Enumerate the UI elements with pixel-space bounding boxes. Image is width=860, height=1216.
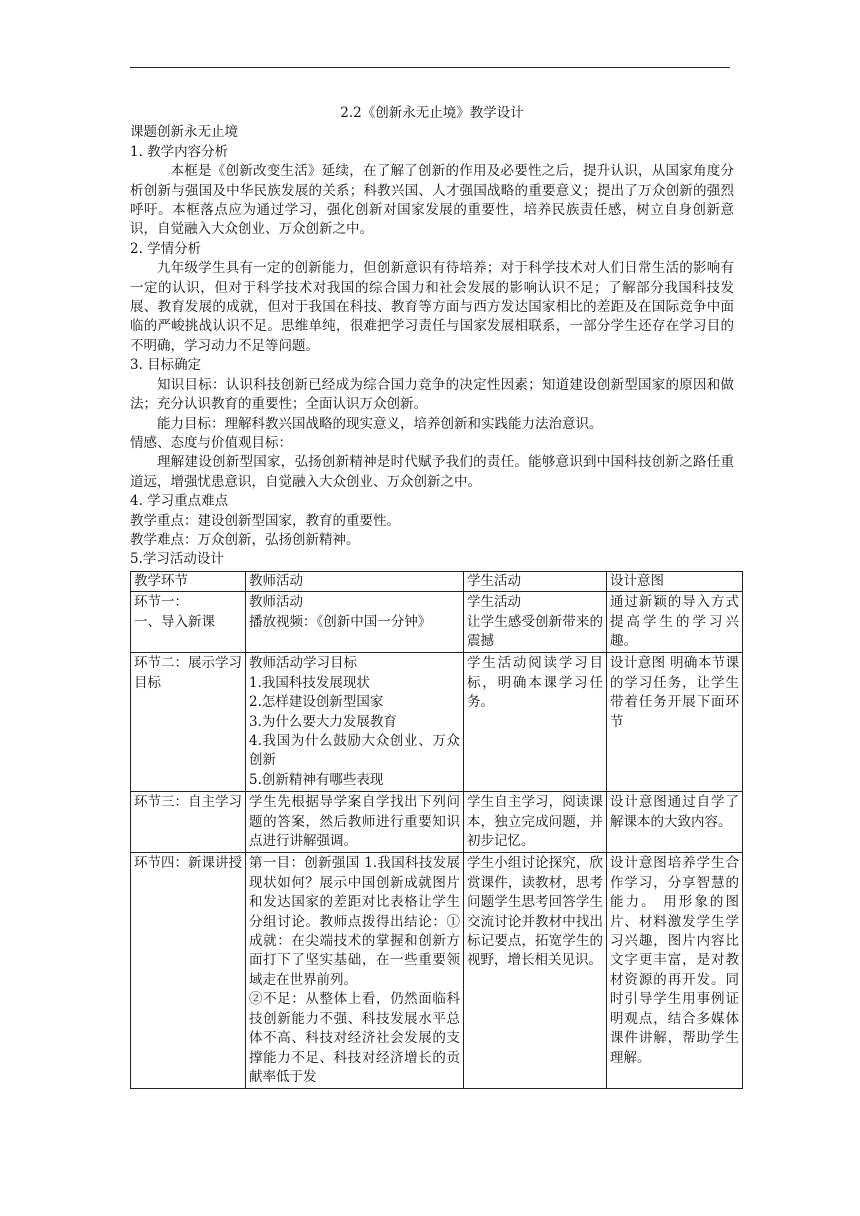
table-header-row [131,571,743,591]
table-row [131,792,743,853]
header-rule [130,67,730,68]
stage-cell: 环节三：自主学习 [131,792,246,853]
design-intent-cell: 通过新颖的导入方式提高学生的学习兴趣。 [607,592,743,653]
student-activity-cell: 学生活动阅读学习目标，明确本课学习任务。 [464,653,607,792]
section-heading-goals: 3. 目标确定 [130,357,202,374]
key-point-line: 教学重点：建设创新型国家，教育的重要性。 [130,512,400,529]
table-row [131,653,743,792]
teacher-activity-cell: 学生先根据导学案自学找出下列问题的答案，然后教师进行重要知识点进行讲解强调。 [246,792,464,853]
teacher-activity-cell: 教师活动 播放视频：《创新中国一分钟》 [246,592,464,653]
section-heading-key-points: 4. 学习重点难点 [130,493,229,510]
section-heading-activity-design: 5.学习活动设计 [130,551,224,568]
student-analysis-paragraph: 九年级学生具有一定的创新能力，但创新意识有待培养；对于科学技术对人们日常生活的影响有一定的认识，但对于科学技术对我国的综合国力和社会发展的影响认识不足；了解部分我国科技发展、教育发展的成就，但对于我国在科技、教育等方面与西方发达国家相比的差距及在国际竞争中面临的严峻挑战认识不足。思维单纯，很难把学习责任与国家发展相联系，一部分学生还存在学习目的不明确，学习动力不足等问题。 [130,260,734,354]
content-analysis-paragraph: 本框是《创新改变生活》延续，在了解了创新的作用及必要性之后，提升认识，从国家角度分析创新与强国及中华民族发展的关系；科教兴国、人才强国战略的重要意义；提出了万众创新的强烈呼吁。本框落点应为通过学习，强化创新对国家发展的重要性，培养民族责任感，树立自身创新意识，自觉融入大众创业、万众创新之中。 [130,163,734,238]
goal-item: 5.创新精神有哪些表现 [249,771,384,788]
teacher-activity-cell: 教师活动学习目标 1.我国科技发展现状 2.怎样建设创新型国家 3.为什么要大力发展教育 4.我国为什么鼓励大众创业、万众创新 5.创新精神有哪些表现 [246,653,464,792]
stage-cell: 环节二：展示学习目标 [131,653,246,792]
goal-item: 1.我国科技发展现状 [249,674,370,691]
difficult-point-line: 教学难点：万众创新，弘扬创新精神。 [130,531,360,548]
stage-cell: 环节四：新课讲授 [131,853,246,1089]
topic-line: 课题创新永无止境 [130,124,238,141]
design-intent-cell: 设计意图培养学生合作学习，分享智慧的能力。 用形象的图片、材料激发学生学习兴趣，图片内容比文字更丰富，是对教材资源的再开发。同时引导学生用事例证明观点，结合多媒体课件讲解，帮助学生理解。 [607,853,743,1089]
goal-item: 4.我国为什么鼓励大众创业、万众创新 [249,733,460,769]
header-design-intent: 设计意图 [607,571,743,591]
student-activity-cell: 学生小组讨论探究，欣赏课件，读教材，思考问题学生思考回答学生交流讨论并教材中找出标记要点，拓宽学生的视野，增长相关见识。 [464,853,607,1089]
section-heading-content-analysis: 1. 教学内容分析 [130,143,229,160]
emotion-goal-paragraph: 理解建设创新型国家，弘扬创新精神是时代赋予我们的责任。能够意识到中国科技创新之路任重道远，增强忧患意识，自觉融入大众创业、万众创新之中。 [130,454,734,490]
teacher-activity-cell: 第一目：创新强国 1.我国科技发展现状如何？展示中国创新成就图片和发达国家的差距对比表格让学生分组讨论。教师点拨得出结论：①成就：在尖端技术的掌握和创新方面打下了坚实基础，在一些重要领域走在世界前列。 ②不足：从整体上看，仍然面临科技创新能力不强、科技发展水平总体不高、科技对经济社会发展的支撑能力不足、科技对经济增长的贡献率低于发 [246,853,464,1089]
design-intent-cell: 设计意图 明确本节课的学习任务，让学生带着任务开展下面环节 [607,653,743,792]
header-student-activity: 学生活动 [464,571,607,591]
student-activity-cell: 学生活动 让学生感受创新带来的震撼 [464,592,607,653]
knowledge-goal-paragraph: 知识目标：认识科技创新已经成为综合国力竞争的决定性因素；知道建设创新型国家的原因和做法；充分认识教育的重要性；全面认识万众创新。 [130,376,734,413]
stage-cell: 环节一： 一、导入新课 [131,592,246,653]
activity-design-table [130,571,743,1090]
design-intent-cell: 设计意图通过自学了解课本的大致内容。 [607,792,743,853]
student-activity-cell: 学生自主学习，阅读课本，独立完成问题，并初步记忆。 [464,792,607,853]
header-teacher-activity: 教师活动 [246,571,464,591]
emotion-goal-label: 情感、态度与价值观目标： [130,434,292,451]
table-row [131,592,743,653]
document-body [130,104,739,1089]
goal-item: 3.为什么要大力发展教育 [249,713,397,730]
table-row [131,853,743,1089]
ability-goal-paragraph: 能力目标：理解科教兴国战略的现实意义，培养创新和实践能力法治意识。 [157,415,603,432]
goal-item: 2.怎样建设创新型国家 [249,694,384,711]
header-stage: 教学环节 [131,571,246,591]
section-heading-student-analysis: 2. 学情分析 [130,240,202,257]
document-title: 2.2《创新永无止境》教学设计 [340,105,524,121]
